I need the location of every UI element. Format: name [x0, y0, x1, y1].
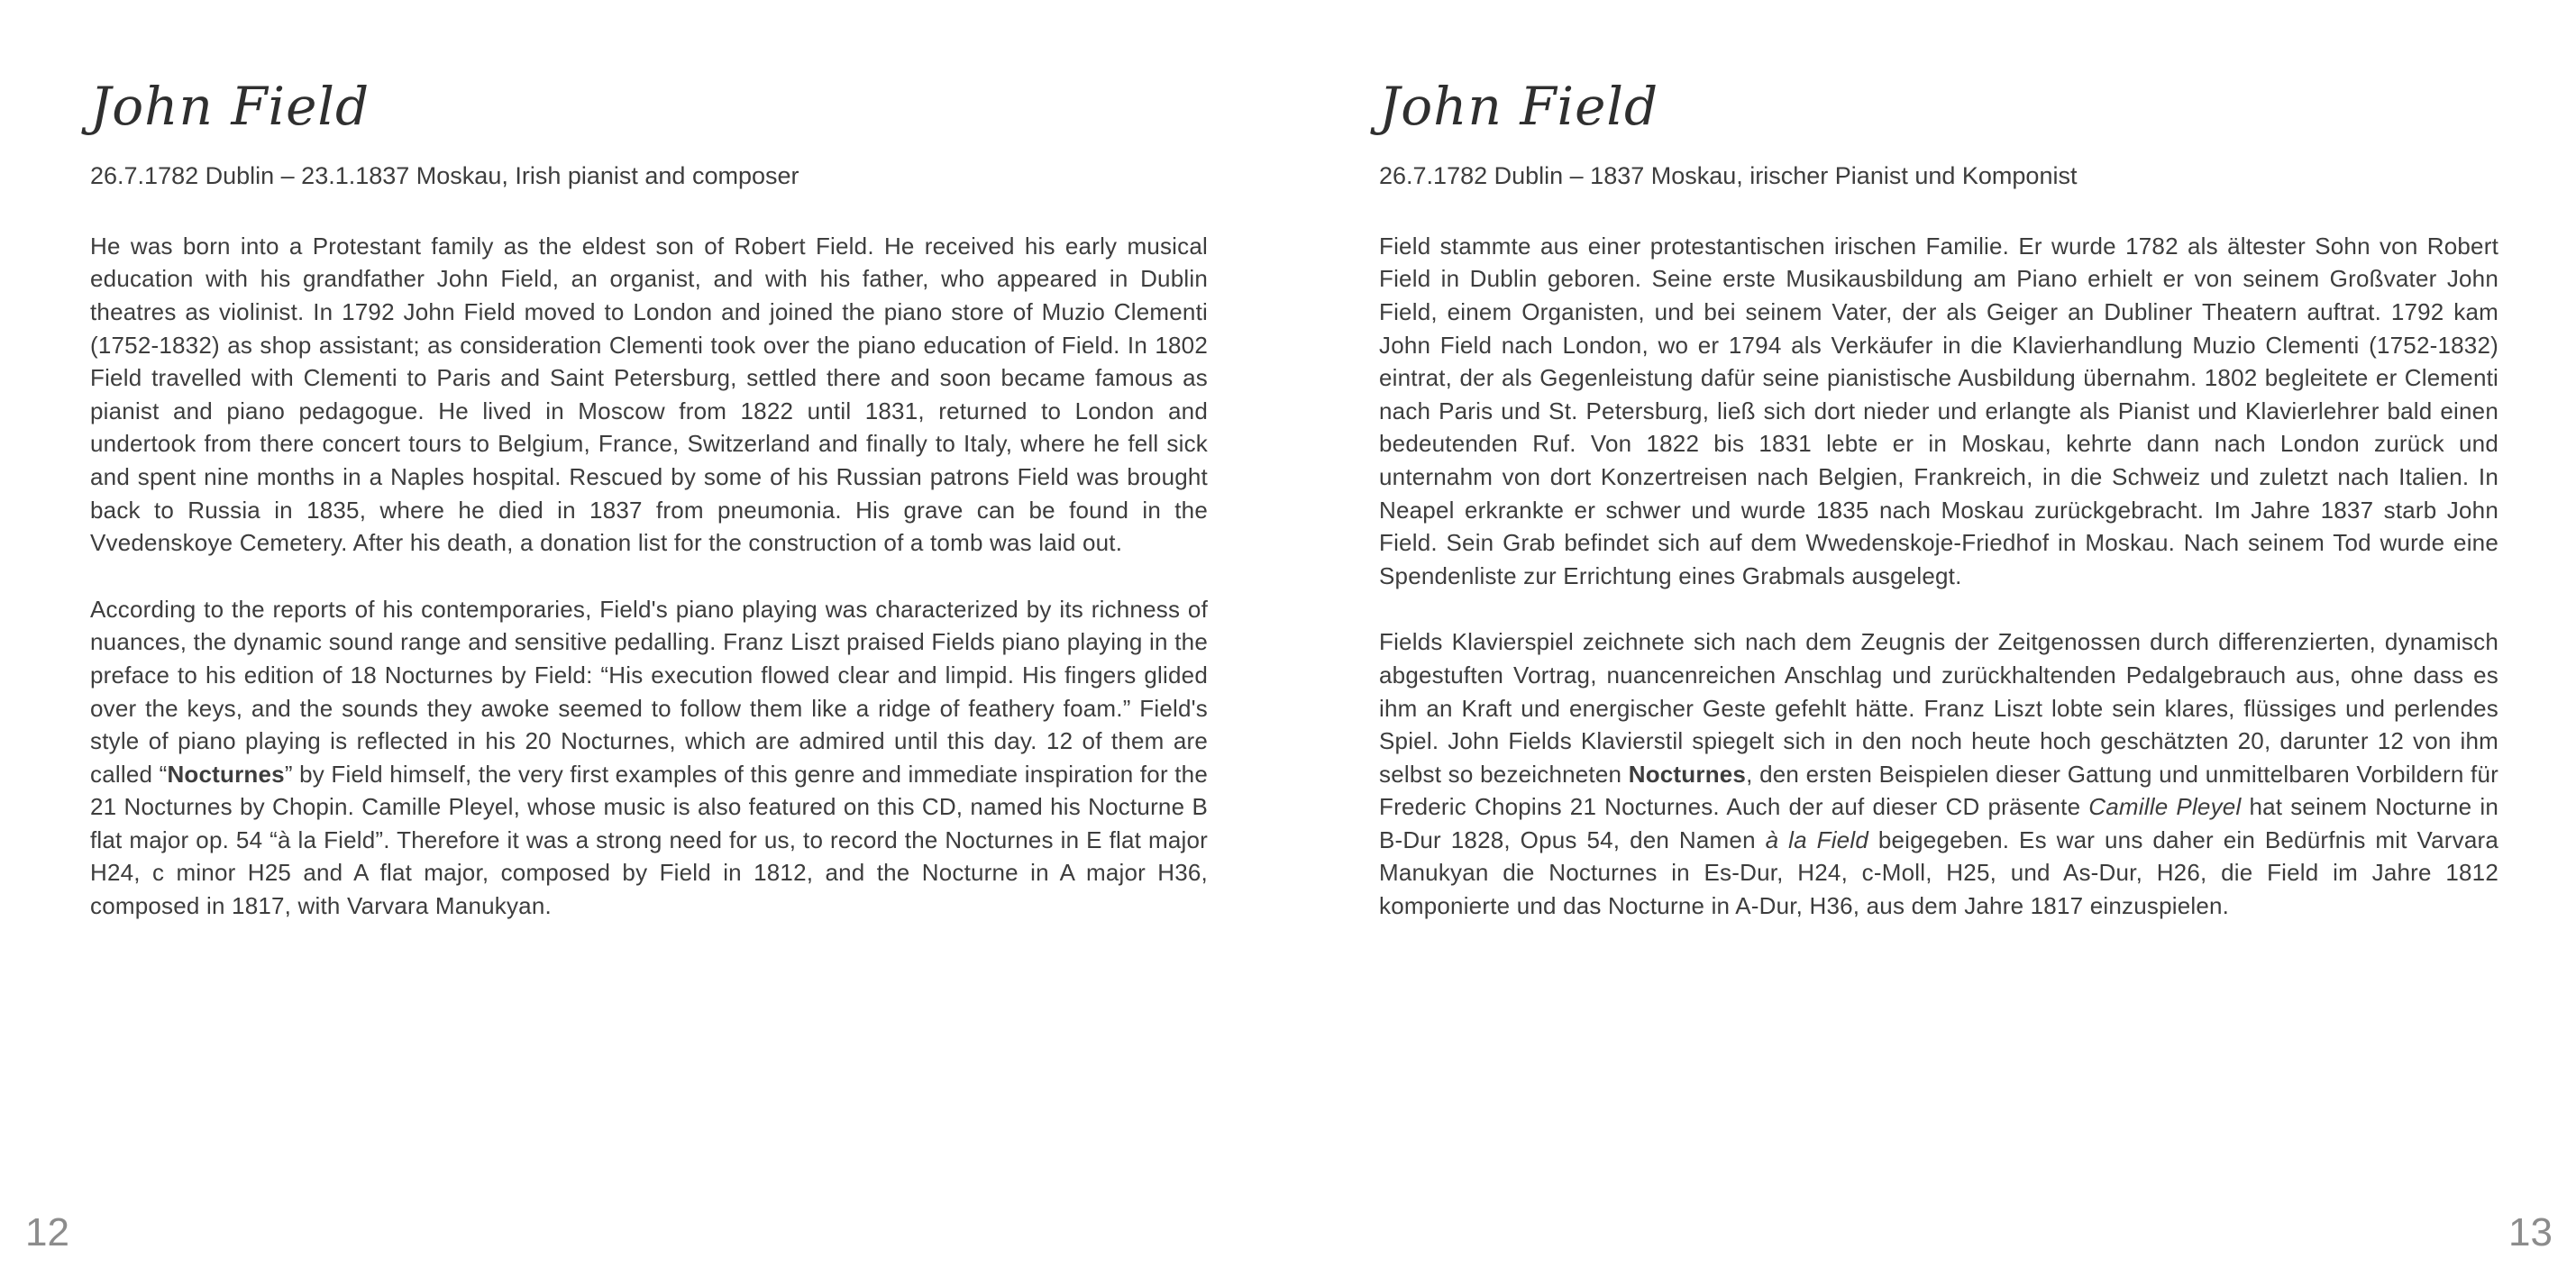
page-left: [90, 77, 1208, 923]
paragraph-german-2: Fields Klavierspiel zeichnete sich nach dem Zeugnis der Zeitgenossen durch differenzierten, dynamisch abgestuften Vortrag, nuancenreichen Anschlag und zurückhaltenden Pedalgebrauch aus, ohne dass es ihm an Kraft und energischer Geste gefehlt hätte. Franz Liszt lobte sein klares, flüssiges und perlendes Spiel. John Fields Klavierstil spiegelt sich in den noch heute hoch geschätzten 20, darunter 12 von ihm selbst so bezeichneten Nocturnes, den ersten Beispielen dieser Gattung und unmittelbaren Vorbildern für Frederic Chopins 21 Nocturnes. Auch der auf dieser CD präsente Camille Pleyel hat seinem Nocturne in B-Dur 1828, Opus 54, den Namen à la Field beigegeben. Es war uns daher ein Bedürfnis mit Varvara Manukyan die Nocturnes in Es-Dur, H24, c-Moll, H25, und As-Dur, H26, die Field im Jahre 1812 komponierte und das Nocturne in A-Dur, H36, aus dem Jahre 1817 einzuspielen.: [1379, 628, 2499, 920]
page-number-right: 13: [2508, 1210, 2553, 1254]
biography-german: [1379, 230, 2498, 923]
paragraph-german-1: Field stammte aus einer protestantischen irischen Familie. Er wurde 1782 als ältester Sohn von Robert Field in Dublin geboren. Seine erste Musikausbildung am Piano erhielt er von seinem Großvater John Field, einem Organisten, und bei seinem Vater, der als Geiger an Dubliner Theatern auftrat. 1792 kam John Field nach London, wo er 1794 als Verkäufer in die Klavierhandlung Muzio Clementi (1752-1832) eintrat, der als Gegenleistung dafür seine pianistische Ausbildung übernahm. 1802 begleitete er Clementi nach Paris und St. Petersburg, ließ sich dort nieder und erlangte als Pianist und Klavierlehrer bald einen bedeutenden Ruf. Von 1822 bis 1831 lebte er in Moskau, kehrte dann nach London zurück und unternahm von dort Konzertreisen nach Belgien, Frankreich, in die Schweiz und zuletzt nach Italien. In Neapel erkrankte er schwer und wurde 1835 nach Moskau zurückgebracht. Im Jahre 1837 starb John Field. Sein Grab befindet sich auf dem Wwedenskoje-Friedhof in Moskau. Nach seinem Tod wurde eine Spendenliste zur Errichtung eines Grabmals ausgelegt.: [1379, 232, 2498, 589]
biography-english: [90, 230, 1208, 923]
life-dates-german: 26.7.1782 Dublin – 1837 Moskau, irischer Pianist und Komponist: [1379, 161, 2078, 189]
paragraph-english-1: He was born into a Protestant family as the eldest son of Robert Field. He received his early musical education with his grandfather John Field, an organist, and with his father, who appeared in Dublin theatres as violinist. In 1792 John Field moved to London and joined the piano store of Muzio Clementi (1752-1832) as shop assistant; as consideration Clementi took over the piano education of Field. In 1802 Field travelled with Clementi to Paris and Saint Petersburg, settled there and soon became famous as pianist and piano pedagogue. He lived in Moscow from 1822 until 1831, returned to London and undertook from there concert tours to Belgium, France, Switzerland and finally to Italy, where he fell sick and spent nine months in a Naples hospital. Rescued by some of his Russian patrons Field was brought back to Russia in 1835, where he died in 1837 from pneumonia. His grave can be found in the Vvedenskoye Cemetery. After his death, a donation list for the construction of a tomb was laid out.: [90, 232, 1208, 557]
paragraph-english-2: According to the reports of his contemporaries, Field's piano playing was characterized by its richness of nuances, the dynamic sound range and sensitive pedalling. Franz Liszt praised Fields piano playing in the preface to his edition of 18 Nocturnes by Field: “His execution flowed clear and limpid. His fingers glided over the keys, and the sounds they awoke seemed to follow them like a ridge of feathery foam.” Field's style of piano playing is reflected in his 20 Nocturnes, which are admired until this day. 12 of them are called “Nocturnes” by Field himself, the very first examples of this genre and immediate inspiration for the 21 Nocturnes by Chopin. Camille Pleyel, whose music is also featured on this CD, named his Nocturne B flat major op. 54 “à la Field”. Therefore it was a strong need for us, to record the Nocturnes in E flat major H24, c minor H25 and A flat major, composed by Field in 1812, and the Nocturne in A major H36, composed in 1817, with Varvara Manukyan.: [90, 595, 1208, 920]
page-title-english: John Field: [90, 76, 370, 137]
page-number-left: 12: [25, 1210, 69, 1254]
life-dates-english: 26.7.1782 Dublin – 23.1.1837 Moskau, Irish pianist and composer: [90, 161, 799, 189]
page-right: [1379, 77, 2498, 923]
page-title-german: John Field: [1379, 76, 1659, 137]
